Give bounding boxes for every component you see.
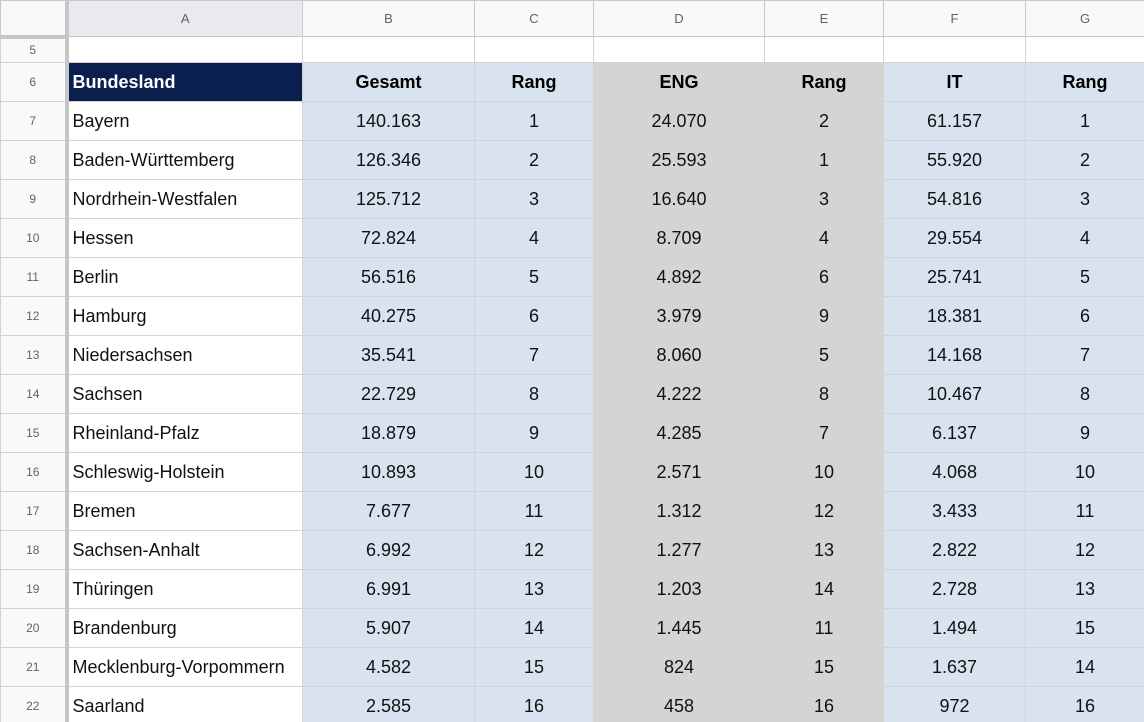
cell-it-rang[interactable]: 13 — [1026, 570, 1144, 609]
cell-eng-rang[interactable]: 16 — [765, 687, 884, 722]
cell-it-rang[interactable]: 5 — [1026, 258, 1144, 297]
cell-eng[interactable]: 1.445 — [594, 609, 765, 648]
cell-eng-rang[interactable]: 6 — [765, 258, 884, 297]
cell-bundesland[interactable]: Rheinland-Pfalz — [67, 414, 303, 453]
header-cell-it[interactable]: IT — [884, 63, 1026, 102]
header-cell-eng-rang[interactable]: Rang — [765, 63, 884, 102]
cell-eng[interactable]: 3.979 — [594, 297, 765, 336]
cell-it-rang[interactable]: 7 — [1026, 336, 1144, 375]
row-header[interactable]: 19 — [1, 570, 67, 609]
cell-bundesland[interactable]: Thüringen — [67, 570, 303, 609]
table-row — [1, 531, 1144, 570]
row-header[interactable]: 12 — [1, 297, 67, 336]
cell-eng[interactable]: 458 — [594, 687, 765, 722]
cell-it-rang[interactable]: 14 — [1026, 648, 1144, 687]
table-row — [1, 492, 1144, 531]
cell-eng-rang[interactable]: 11 — [765, 609, 884, 648]
cell-eng[interactable]: 8.709 — [594, 219, 765, 258]
cell[interactable] — [475, 37, 594, 63]
cell-rang[interactable]: 5 — [475, 258, 594, 297]
cell-it-rang[interactable]: 6 — [1026, 297, 1144, 336]
table-row — [1, 375, 1144, 414]
cell-gesamt[interactable]: 126.346 — [303, 141, 475, 180]
cell-bundesland[interactable]: Brandenburg — [67, 609, 303, 648]
cell-eng[interactable]: 24.070 — [594, 102, 765, 141]
cell-it[interactable]: 25.741 — [884, 258, 1026, 297]
select-all-corner[interactable] — [1, 1, 67, 37]
cell-eng[interactable]: 1.312 — [594, 492, 765, 531]
cell-gesamt[interactable]: 40.275 — [303, 297, 475, 336]
row-header[interactable]: 6 — [1, 63, 67, 102]
cell-rang[interactable]: 16 — [475, 687, 594, 722]
cell-rang[interactable]: 13 — [475, 570, 594, 609]
cell-it-rang[interactable]: 10 — [1026, 453, 1144, 492]
cell-it[interactable]: 61.157 — [884, 102, 1026, 141]
row-header[interactable]: 15 — [1, 414, 67, 453]
cell-it[interactable]: 972 — [884, 687, 1026, 722]
cell[interactable] — [594, 37, 765, 63]
header-cell-eng[interactable]: ENG — [594, 63, 765, 102]
row-header[interactable]: 18 — [1, 531, 67, 570]
cell-rang[interactable]: 1 — [475, 102, 594, 141]
cell-bundesland[interactable]: Bayern — [67, 102, 303, 141]
cell-eng-rang[interactable]: 14 — [765, 570, 884, 609]
column-header-a[interactable]: A — [67, 1, 303, 37]
table-row — [1, 687, 1144, 722]
column-header-row — [1, 1, 1144, 37]
cell-eng-rang[interactable]: 5 — [765, 336, 884, 375]
cell-bundesland[interactable]: Berlin — [67, 258, 303, 297]
cell-it-rang[interactable]: 11 — [1026, 492, 1144, 531]
table-row — [1, 102, 1144, 141]
column-header-c[interactable]: C — [475, 1, 594, 37]
cell-gesamt[interactable]: 6.991 — [303, 570, 475, 609]
cell-it-rang[interactable]: 8 — [1026, 375, 1144, 414]
cell-rang[interactable]: 10 — [475, 453, 594, 492]
header-cell-it-rang[interactable]: Rang — [1026, 63, 1144, 102]
cell-rang[interactable]: 6 — [475, 297, 594, 336]
row-header[interactable]: 13 — [1, 336, 67, 375]
table-header-row — [1, 63, 1144, 102]
row-header[interactable]: 17 — [1, 492, 67, 531]
cell-eng[interactable]: 4.892 — [594, 258, 765, 297]
cell-eng[interactable]: 2.571 — [594, 453, 765, 492]
row-header[interactable]: 9 — [1, 180, 67, 219]
header-cell-bundesland[interactable]: Bundesland — [67, 63, 303, 102]
cell-eng-rang[interactable]: 13 — [765, 531, 884, 570]
cell-gesamt[interactable]: 140.163 — [303, 102, 475, 141]
cell-gesamt[interactable]: 18.879 — [303, 414, 475, 453]
table-row — [1, 219, 1144, 258]
cell-gesamt[interactable]: 35.541 — [303, 336, 475, 375]
cell-eng-rang[interactable]: 1 — [765, 141, 884, 180]
cell-rang[interactable]: 9 — [475, 414, 594, 453]
column-header-f[interactable]: F — [884, 1, 1026, 37]
cell-gesamt[interactable]: 7.677 — [303, 492, 475, 531]
cell-eng-rang[interactable]: 3 — [765, 180, 884, 219]
row-header[interactable]: 16 — [1, 453, 67, 492]
cell-bundesland[interactable]: Niedersachsen — [67, 336, 303, 375]
cell-it-rang[interactable]: 12 — [1026, 531, 1144, 570]
cell-eng[interactable]: 4.222 — [594, 375, 765, 414]
cell-it-rang[interactable]: 4 — [1026, 219, 1144, 258]
cell[interactable] — [67, 37, 303, 63]
column-header-d[interactable]: D — [594, 1, 765, 37]
cell-eng[interactable]: 1.203 — [594, 570, 765, 609]
cell[interactable] — [765, 37, 884, 63]
cell[interactable] — [303, 37, 475, 63]
cell-rang[interactable]: 2 — [475, 141, 594, 180]
row-header[interactable]: 8 — [1, 141, 67, 180]
table-row — [1, 453, 1144, 492]
cell-it-rang[interactable]: 9 — [1026, 414, 1144, 453]
row-header[interactable]: 14 — [1, 375, 67, 414]
cell-bundesland[interactable]: Schleswig-Holstein — [67, 453, 303, 492]
cell-rang[interactable]: 8 — [475, 375, 594, 414]
table-row — [1, 609, 1144, 648]
row-header[interactable]: 10 — [1, 219, 67, 258]
cell-bundesland[interactable]: Hamburg — [67, 297, 303, 336]
table-row-empty — [1, 37, 1144, 63]
cell-gesamt[interactable]: 6.992 — [303, 531, 475, 570]
cell-rang[interactable]: 7 — [475, 336, 594, 375]
cell-eng-rang[interactable]: 7 — [765, 414, 884, 453]
row-header[interactable]: 5 — [1, 37, 67, 63]
table-row — [1, 297, 1144, 336]
table-row — [1, 336, 1144, 375]
cell-eng-rang[interactable]: 12 — [765, 492, 884, 531]
column-header-b[interactable]: B — [303, 1, 475, 37]
cell-gesamt[interactable]: 10.893 — [303, 453, 475, 492]
cell[interactable] — [884, 37, 1026, 63]
table-body — [1, 102, 1144, 722]
cell-rang[interactable]: 3 — [475, 180, 594, 219]
cell-bundesland[interactable]: Sachsen-Anhalt — [67, 531, 303, 570]
cell-eng[interactable]: 1.277 — [594, 531, 765, 570]
cell-rang[interactable]: 15 — [475, 648, 594, 687]
cell-it[interactable]: 2.822 — [884, 531, 1026, 570]
cell-it-rang[interactable]: 16 — [1026, 687, 1144, 722]
table-row — [1, 258, 1144, 297]
cell-bundesland[interactable]: Nordrhein-Westfalen — [67, 180, 303, 219]
column-header-g[interactable]: G — [1026, 1, 1144, 37]
cell-eng[interactable]: 25.593 — [594, 141, 765, 180]
cell-it[interactable]: 4.068 — [884, 453, 1026, 492]
cell-it[interactable]: 14.168 — [884, 336, 1026, 375]
cell-bundesland[interactable]: Baden-Württemberg — [67, 141, 303, 180]
cell-eng[interactable]: 824 — [594, 648, 765, 687]
table-row — [1, 414, 1144, 453]
cell-rang[interactable]: 4 — [475, 219, 594, 258]
cell-gesamt[interactable]: 72.824 — [303, 219, 475, 258]
cell-it[interactable]: 55.920 — [884, 141, 1026, 180]
cell-it[interactable]: 3.433 — [884, 492, 1026, 531]
cell-rang[interactable]: 12 — [475, 531, 594, 570]
cell-it[interactable]: 54.816 — [884, 180, 1026, 219]
cell-gesamt[interactable]: 4.582 — [303, 648, 475, 687]
cell-eng-rang[interactable]: 15 — [765, 648, 884, 687]
row-header[interactable]: 22 — [1, 687, 67, 722]
cell-bundesland[interactable]: Bremen — [67, 492, 303, 531]
cell-gesamt[interactable]: 56.516 — [303, 258, 475, 297]
cell-it-rang[interactable]: 15 — [1026, 609, 1144, 648]
cell-eng[interactable]: 4.285 — [594, 414, 765, 453]
row-header[interactable]: 11 — [1, 258, 67, 297]
header-cell-gesamt[interactable]: Gesamt — [303, 63, 475, 102]
cell-bundesland[interactable]: Mecklenburg-Vorpommern — [67, 648, 303, 687]
cell-gesamt[interactable]: 22.729 — [303, 375, 475, 414]
row-header[interactable]: 7 — [1, 102, 67, 141]
cell-bundesland[interactable]: Sachsen — [67, 375, 303, 414]
cell-eng-rang[interactable]: 8 — [765, 375, 884, 414]
row-header[interactable]: 21 — [1, 648, 67, 687]
table-row — [1, 180, 1144, 219]
cell-rang[interactable]: 11 — [475, 492, 594, 531]
cell-eng-rang[interactable]: 4 — [765, 219, 884, 258]
cell-eng-rang[interactable]: 9 — [765, 297, 884, 336]
row-header[interactable]: 20 — [1, 609, 67, 648]
cell-it-rang[interactable]: 1 — [1026, 102, 1144, 141]
cell-gesamt[interactable]: 5.907 — [303, 609, 475, 648]
cell-it[interactable]: 29.554 — [884, 219, 1026, 258]
cell-it[interactable]: 1.494 — [884, 609, 1026, 648]
cell-gesamt[interactable]: 2.585 — [303, 687, 475, 722]
cell-rang[interactable]: 14 — [475, 609, 594, 648]
table-row — [1, 141, 1144, 180]
cell-eng[interactable]: 8.060 — [594, 336, 765, 375]
cell-bundesland[interactable]: Saarland — [67, 687, 303, 722]
header-cell-rang[interactable]: Rang — [475, 63, 594, 102]
cell-it[interactable]: 2.728 — [884, 570, 1026, 609]
cell-eng-rang[interactable]: 10 — [765, 453, 884, 492]
table-row — [1, 570, 1144, 609]
cell-eng-rang[interactable]: 2 — [765, 102, 884, 141]
cell-it[interactable]: 18.381 — [884, 297, 1026, 336]
cell-it[interactable]: 6.137 — [884, 414, 1026, 453]
cell-it-rang[interactable]: 2 — [1026, 141, 1144, 180]
table-row — [1, 648, 1144, 687]
cell-bundesland[interactable]: Hessen — [67, 219, 303, 258]
column-header-e[interactable]: E — [765, 1, 884, 37]
cell-it[interactable]: 1.637 — [884, 648, 1026, 687]
cell[interactable] — [1026, 37, 1144, 63]
cell-eng[interactable]: 16.640 — [594, 180, 765, 219]
cell-it-rang[interactable]: 3 — [1026, 180, 1144, 219]
cell-gesamt[interactable]: 125.712 — [303, 180, 475, 219]
cell-it[interactable]: 10.467 — [884, 375, 1026, 414]
